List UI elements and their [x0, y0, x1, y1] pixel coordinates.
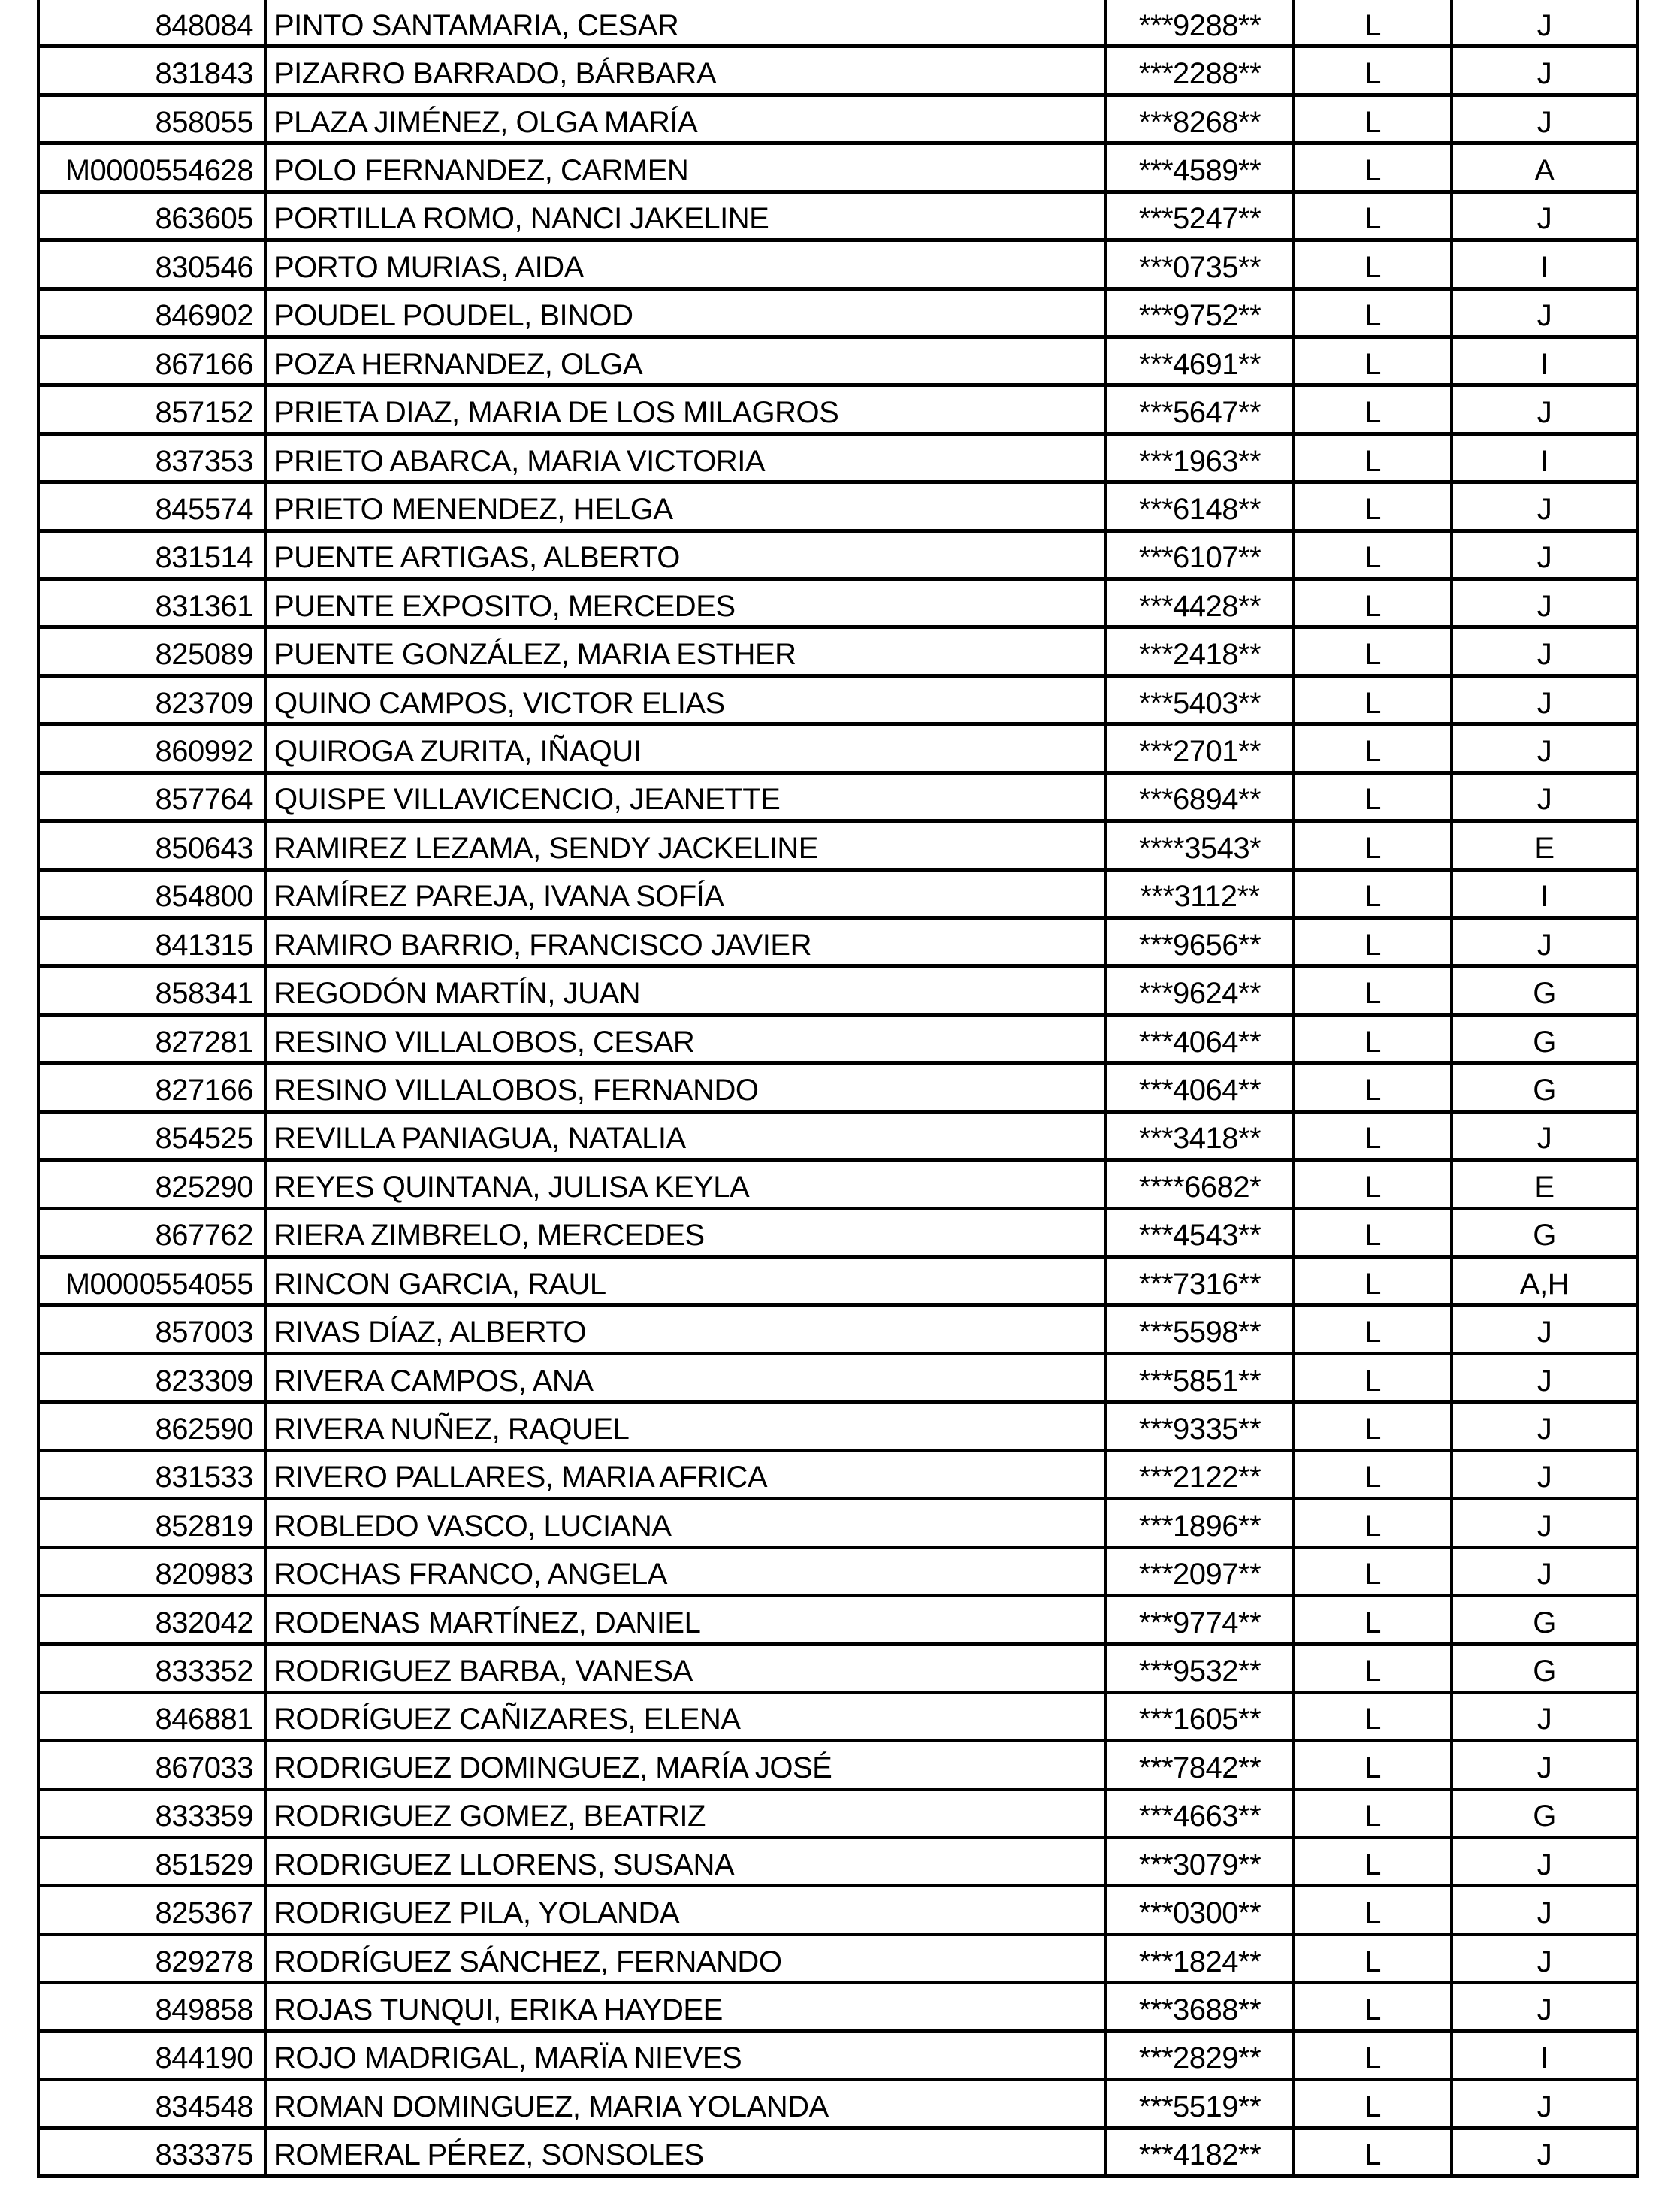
table-row [40, 872, 1636, 920]
table-row [40, 339, 1636, 387]
name-cell: RODRIGUEZ GOMEZ, BEATRIZ [267, 1791, 1107, 1836]
masked-dni-cell: ***3112** [1107, 872, 1295, 916]
code-cell: J [1536, 492, 1552, 526]
name-cell: RIVERA CAMPOS, ANA [267, 1355, 1107, 1400]
id-cell: M0000554628 [40, 145, 267, 189]
id-cell: 825089 [40, 629, 267, 673]
letter-cell: L [1295, 1017, 1453, 1061]
code-cell: A [1534, 153, 1555, 187]
letter-cell: L [1295, 2081, 1453, 2126]
masked-dni-cell: ***8268** [1107, 97, 1295, 141]
letter-cell: L [1295, 242, 1453, 286]
table-row [40, 1307, 1636, 1355]
id-cell: 867166 [40, 339, 267, 383]
name-cell: QUIROGA ZURITA, IÑAQUI [267, 726, 1107, 770]
code-cell: J [1536, 541, 1552, 575]
masked-dni-cell: ***6107** [1107, 533, 1295, 577]
name-cell: RAMIRO BARRIO, FRANCISCO JAVIER [267, 920, 1107, 964]
code-cell: G [1533, 1025, 1556, 1059]
table-row [40, 1549, 1636, 1597]
name-cell: ROJO MADRIGAL, MARÏA NIEVES [267, 2033, 1107, 2078]
roster-table [37, 0, 1639, 2178]
id-cell: 858055 [40, 97, 267, 141]
table-row [40, 1597, 1636, 1646]
code-cell: J [1536, 57, 1552, 91]
code-cell: J [1536, 783, 1552, 817]
name-cell: RESINO VILLALOBOS, FERNANDO [267, 1065, 1107, 1109]
name-cell: REYES QUINTANA, JULISA KEYLA [267, 1162, 1107, 1206]
masked-dni-cell: ***1896** [1107, 1500, 1295, 1545]
masked-dni-cell: ***4589** [1107, 145, 1295, 189]
masked-dni-cell: ****6682* [1107, 1162, 1295, 1206]
table-row [40, 1114, 1636, 1162]
id-cell: 860992 [40, 726, 267, 770]
letter-cell: L [1295, 1404, 1453, 1448]
masked-dni-cell: ***1605** [1107, 1694, 1295, 1739]
code-cell: I [1540, 444, 1549, 478]
masked-dni-cell: ***4543** [1107, 1210, 1295, 1255]
code-cell: J [1536, 299, 1552, 333]
id-cell: 823709 [40, 678, 267, 722]
id-cell: M0000554055 [40, 1259, 267, 1303]
masked-dni-cell: ***5403** [1107, 678, 1295, 722]
table-row [40, 145, 1636, 193]
name-cell: RODRIGUEZ PILA, YOLANDA [267, 1887, 1107, 1932]
name-cell: ROMERAL PÉREZ, SONSOLES [267, 2130, 1107, 2174]
code-cell: G [1533, 1073, 1556, 1107]
id-cell: 851529 [40, 1839, 267, 1884]
id-cell: 857152 [40, 387, 267, 431]
table-row [40, 1259, 1636, 1307]
letter-cell: L [1295, 1597, 1453, 1642]
table-row [40, 1984, 1636, 2032]
letter-cell: L [1295, 968, 1453, 1012]
masked-dni-cell: ***5647** [1107, 387, 1295, 431]
id-cell: 844190 [40, 2033, 267, 2078]
letter-cell: L [1295, 1887, 1453, 1932]
letter-cell: L [1295, 872, 1453, 916]
id-cell: 831361 [40, 581, 267, 625]
table-row [40, 1839, 1636, 1887]
code-cell: J [1536, 2090, 1552, 2123]
code-cell: E [1534, 1170, 1555, 1204]
masked-dni-cell: ***2122** [1107, 1452, 1295, 1497]
id-cell: 848084 [40, 0, 267, 44]
masked-dni-cell: ***9624** [1107, 968, 1295, 1012]
letter-cell: L [1295, 581, 1453, 625]
masked-dni-cell: ****3543* [1107, 823, 1295, 867]
code-cell: J [1536, 1993, 1552, 2026]
table-row [40, 1694, 1636, 1742]
masked-dni-cell: ***9752** [1107, 291, 1295, 335]
name-cell: POUDEL POUDEL, BINOD [267, 291, 1107, 335]
table-row [40, 1742, 1636, 1791]
code-cell: J [1536, 1558, 1552, 1591]
letter-cell: L [1295, 1646, 1453, 1690]
masked-dni-cell: ***4663** [1107, 1791, 1295, 1836]
code-cell: I [1540, 347, 1549, 381]
table-row [40, 0, 1636, 48]
id-cell: 841315 [40, 920, 267, 964]
table-row [40, 1452, 1636, 1500]
name-cell: RIVERA NUÑEZ, RAQUEL [267, 1404, 1107, 1448]
letter-cell: L [1295, 920, 1453, 964]
id-cell: 820983 [40, 1549, 267, 1594]
code-cell: G [1533, 1655, 1556, 1688]
letter-cell: L [1295, 1307, 1453, 1351]
table-row [40, 1404, 1636, 1452]
id-cell: 846902 [40, 291, 267, 335]
code-cell: I [1540, 880, 1549, 914]
id-cell: 825367 [40, 1887, 267, 1932]
letter-cell: L [1295, 533, 1453, 577]
code-cell: J [1536, 1364, 1552, 1398]
letter-cell: L [1295, 97, 1453, 141]
name-cell: POZA HERNANDEZ, OLGA [267, 339, 1107, 383]
name-cell: RESINO VILLALOBOS, CESAR [267, 1017, 1107, 1061]
letter-cell: L [1295, 1259, 1453, 1303]
id-cell: 832042 [40, 1597, 267, 1642]
id-cell: 849858 [40, 1984, 267, 2029]
table-row [40, 968, 1636, 1016]
masked-dni-cell: ***0735** [1107, 242, 1295, 286]
id-cell: 854525 [40, 1114, 267, 1158]
masked-dni-cell: ***7316** [1107, 1259, 1295, 1303]
code-cell: J [1536, 1848, 1552, 1881]
name-cell: PUENTE GONZÁLEZ, MARIA ESTHER [267, 629, 1107, 673]
name-cell: RINCON GARCIA, RAUL [267, 1259, 1107, 1303]
table-row [40, 678, 1636, 726]
table-row [40, 1500, 1636, 1549]
name-cell: RIVAS DÍAZ, ALBERTO [267, 1307, 1107, 1351]
name-cell: RAMÍREZ PAREJA, IVANA SOFÍA [267, 872, 1107, 916]
masked-dni-cell: ***1824** [1107, 1936, 1295, 1981]
code-cell: J [1536, 1509, 1552, 1543]
name-cell: RIERA ZIMBRELO, MERCEDES [267, 1210, 1107, 1255]
table-row [40, 1355, 1636, 1404]
masked-dni-cell: ***2288** [1107, 48, 1295, 92]
id-cell: 833352 [40, 1646, 267, 1690]
masked-dni-cell: ***7842** [1107, 1742, 1295, 1787]
code-cell: I [1540, 250, 1549, 284]
letter-cell: L [1295, 726, 1453, 770]
letter-cell: L [1295, 2130, 1453, 2174]
masked-dni-cell: ***3418** [1107, 1114, 1295, 1158]
masked-dni-cell: ***2418** [1107, 629, 1295, 673]
masked-dni-cell: ***1963** [1107, 436, 1295, 480]
name-cell: PRIETO MENENDEZ, HELGA [267, 484, 1107, 528]
code-cell: J [1536, 2138, 1552, 2172]
letter-cell: L [1295, 1114, 1453, 1158]
letter-cell: L [1295, 436, 1453, 480]
code-cell: G [1533, 1219, 1556, 1253]
code-cell: J [1536, 1316, 1552, 1349]
code-cell: J [1536, 735, 1552, 769]
table-row [40, 1017, 1636, 1065]
name-cell: ROMAN DOMINGUEZ, MARIA YOLANDA [267, 2081, 1107, 2126]
code-cell: G [1533, 1800, 1556, 1833]
table-row [40, 629, 1636, 677]
id-cell: 854800 [40, 872, 267, 916]
letter-cell: L [1295, 1162, 1453, 1206]
table-row [40, 1936, 1636, 1984]
table-row [40, 1791, 1636, 1839]
code-cell: J [1536, 1751, 1552, 1785]
id-cell: 831514 [40, 533, 267, 577]
name-cell: RODRÍGUEZ CAÑIZARES, ELENA [267, 1694, 1107, 1739]
code-cell: J [1536, 1945, 1552, 1978]
code-cell: J [1536, 1412, 1552, 1446]
masked-dni-cell: ***4182** [1107, 2130, 1295, 2174]
table-row [40, 1162, 1636, 1210]
table-row [40, 387, 1636, 435]
masked-dni-cell: ***5519** [1107, 2081, 1295, 2126]
code-cell: E [1534, 831, 1555, 865]
id-cell: 831533 [40, 1452, 267, 1497]
name-cell: PRIETA DIAZ, MARIA DE LOS MILAGROS [267, 387, 1107, 431]
code-cell: J [1536, 686, 1552, 720]
name-cell: PIZARRO BARRADO, BÁRBARA [267, 48, 1107, 92]
name-cell: RODRIGUEZ BARBA, VANESA [267, 1646, 1107, 1690]
name-cell: QUISPE VILLAVICENCIO, JEANETTE [267, 775, 1107, 819]
table-row [40, 775, 1636, 823]
id-cell: 852819 [40, 1500, 267, 1545]
id-cell: 850643 [40, 823, 267, 867]
letter-cell: L [1295, 1791, 1453, 1836]
letter-cell: L [1295, 1839, 1453, 1884]
code-cell: J [1536, 928, 1552, 962]
name-cell: PLAZA JIMÉNEZ, OLGA MARÍA [267, 97, 1107, 141]
code-cell: J [1536, 202, 1552, 236]
letter-cell: L [1295, 823, 1453, 867]
name-cell: REGODÓN MARTÍN, JUAN [267, 968, 1107, 1012]
id-cell: 827166 [40, 1065, 267, 1109]
name-cell: RAMIREZ LEZAMA, SENDY JACKELINE [267, 823, 1107, 867]
table-row [40, 2081, 1636, 2129]
masked-dni-cell: ***5851** [1107, 1355, 1295, 1400]
table-row [40, 484, 1636, 532]
masked-dni-cell: ***5598** [1107, 1307, 1295, 1351]
id-cell: 834548 [40, 2081, 267, 2126]
table-row [40, 823, 1636, 871]
letter-cell: L [1295, 48, 1453, 92]
masked-dni-cell: ***4428** [1107, 581, 1295, 625]
id-cell: 830546 [40, 242, 267, 286]
id-cell: 825290 [40, 1162, 267, 1206]
code-cell: I [1540, 2041, 1549, 2075]
id-cell: 827281 [40, 1017, 267, 1061]
letter-cell: L [1295, 1500, 1453, 1545]
id-cell: 846881 [40, 1694, 267, 1739]
letter-cell: L [1295, 1355, 1453, 1400]
masked-dni-cell: ***6894** [1107, 775, 1295, 819]
id-cell: 845574 [40, 484, 267, 528]
masked-dni-cell: ***9335** [1107, 1404, 1295, 1448]
code-cell: A,H [1519, 1267, 1570, 1301]
name-cell: REVILLA PANIAGUA, NATALIA [267, 1114, 1107, 1158]
name-cell: RODRÍGUEZ SÁNCHEZ, FERNANDO [267, 1936, 1107, 1981]
table-row [40, 97, 1636, 145]
table-row [40, 2033, 1636, 2081]
id-cell: 823309 [40, 1355, 267, 1400]
letter-cell: L [1295, 1742, 1453, 1787]
table-row [40, 291, 1636, 339]
masked-dni-cell: ***9532** [1107, 1646, 1295, 1690]
table-row [40, 194, 1636, 242]
masked-dni-cell: ***2829** [1107, 2033, 1295, 2078]
masked-dni-cell: ***2097** [1107, 1549, 1295, 1594]
id-cell: 867762 [40, 1210, 267, 1255]
letter-cell: L [1295, 1984, 1453, 2029]
code-cell: J [1536, 396, 1552, 430]
table-row [40, 242, 1636, 290]
name-cell: PRIETO ABARCA, MARIA VICTORIA [267, 436, 1107, 480]
table-row [40, 581, 1636, 629]
masked-dni-cell: ***3688** [1107, 1984, 1295, 2029]
masked-dni-cell: ***9656** [1107, 920, 1295, 964]
id-cell: 863605 [40, 194, 267, 238]
id-cell: 837353 [40, 436, 267, 480]
name-cell: PINTO SANTAMARIA, CESAR [267, 0, 1107, 44]
letter-cell: L [1295, 1210, 1453, 1255]
table-row [40, 1210, 1636, 1259]
name-cell: RODENAS MARTÍNEZ, DANIEL [267, 1597, 1107, 1642]
letter-cell: L [1295, 0, 1453, 44]
id-cell: 862590 [40, 1404, 267, 1448]
code-cell: J [1536, 105, 1552, 139]
letter-cell: L [1295, 387, 1453, 431]
table-row [40, 920, 1636, 968]
letter-cell: L [1295, 2033, 1453, 2078]
id-cell: 831843 [40, 48, 267, 92]
id-cell: 833375 [40, 2130, 267, 2174]
id-cell: 829278 [40, 1936, 267, 1981]
name-cell: RIVERO PALLARES, MARIA AFRICA [267, 1452, 1107, 1497]
masked-dni-cell: ***4064** [1107, 1017, 1295, 1061]
name-cell: RODRIGUEZ DOMINGUEZ, MARÍA JOSÉ [267, 1742, 1107, 1787]
table-row [40, 1646, 1636, 1694]
code-cell: J [1536, 638, 1552, 672]
letter-cell: L [1295, 775, 1453, 819]
name-cell: ROJAS TUNQUI, ERIKA HAYDEE [267, 1984, 1107, 2029]
name-cell: PORTO MURIAS, AIDA [267, 242, 1107, 286]
code-cell: J [1536, 589, 1552, 623]
letter-cell: L [1295, 1065, 1453, 1109]
code-cell: J [1536, 1896, 1552, 1930]
masked-dni-cell: ***9774** [1107, 1597, 1295, 1642]
masked-dni-cell: ***3079** [1107, 1839, 1295, 1884]
name-cell: PUENTE EXPOSITO, MERCEDES [267, 581, 1107, 625]
name-cell: ROBLEDO VASCO, LUCIANA [267, 1500, 1107, 1545]
letter-cell: L [1295, 1549, 1453, 1594]
table-row [40, 1887, 1636, 1936]
name-cell: PORTILLA ROMO, NANCI JAKELINE [267, 194, 1107, 238]
letter-cell: L [1295, 339, 1453, 383]
letter-cell: L [1295, 1452, 1453, 1497]
masked-dni-cell: ***6148** [1107, 484, 1295, 528]
code-cell: J [1536, 8, 1552, 42]
letter-cell: L [1295, 484, 1453, 528]
masked-dni-cell: ***9288** [1107, 0, 1295, 44]
letter-cell: L [1295, 629, 1453, 673]
masked-dni-cell: ***4691** [1107, 339, 1295, 383]
letter-cell: L [1295, 194, 1453, 238]
table-row [40, 726, 1636, 774]
code-cell: J [1536, 1461, 1552, 1494]
id-cell: 857003 [40, 1307, 267, 1351]
name-cell: RODRIGUEZ LLORENS, SUSANA [267, 1839, 1107, 1884]
name-cell: QUINO CAMPOS, VICTOR ELIAS [267, 678, 1107, 722]
table-row [40, 1065, 1636, 1113]
name-cell: POLO FERNANDEZ, CARMEN [267, 145, 1107, 189]
table-row [40, 436, 1636, 484]
code-cell: J [1536, 1703, 1552, 1736]
code-cell: G [1533, 977, 1556, 1011]
id-cell: 858341 [40, 968, 267, 1012]
letter-cell: L [1295, 145, 1453, 189]
id-cell: 867033 [40, 1742, 267, 1787]
masked-dni-cell: ***2701** [1107, 726, 1295, 770]
code-cell: J [1536, 1122, 1552, 1156]
table-row [40, 48, 1636, 96]
id-cell: 857764 [40, 775, 267, 819]
name-cell: PUENTE ARTIGAS, ALBERTO [267, 533, 1107, 577]
id-cell: 833359 [40, 1791, 267, 1836]
masked-dni-cell: ***0300** [1107, 1887, 1295, 1932]
letter-cell: L [1295, 1694, 1453, 1739]
letter-cell: L [1295, 678, 1453, 722]
table-row [40, 533, 1636, 581]
letter-cell: L [1295, 1936, 1453, 1981]
masked-dni-cell: ***4064** [1107, 1065, 1295, 1109]
code-cell: G [1533, 1606, 1556, 1639]
table-row [40, 2130, 1636, 2178]
name-cell: ROCHAS FRANCO, ANGELA [267, 1549, 1107, 1594]
masked-dni-cell: ***5247** [1107, 194, 1295, 238]
letter-cell: L [1295, 291, 1453, 335]
